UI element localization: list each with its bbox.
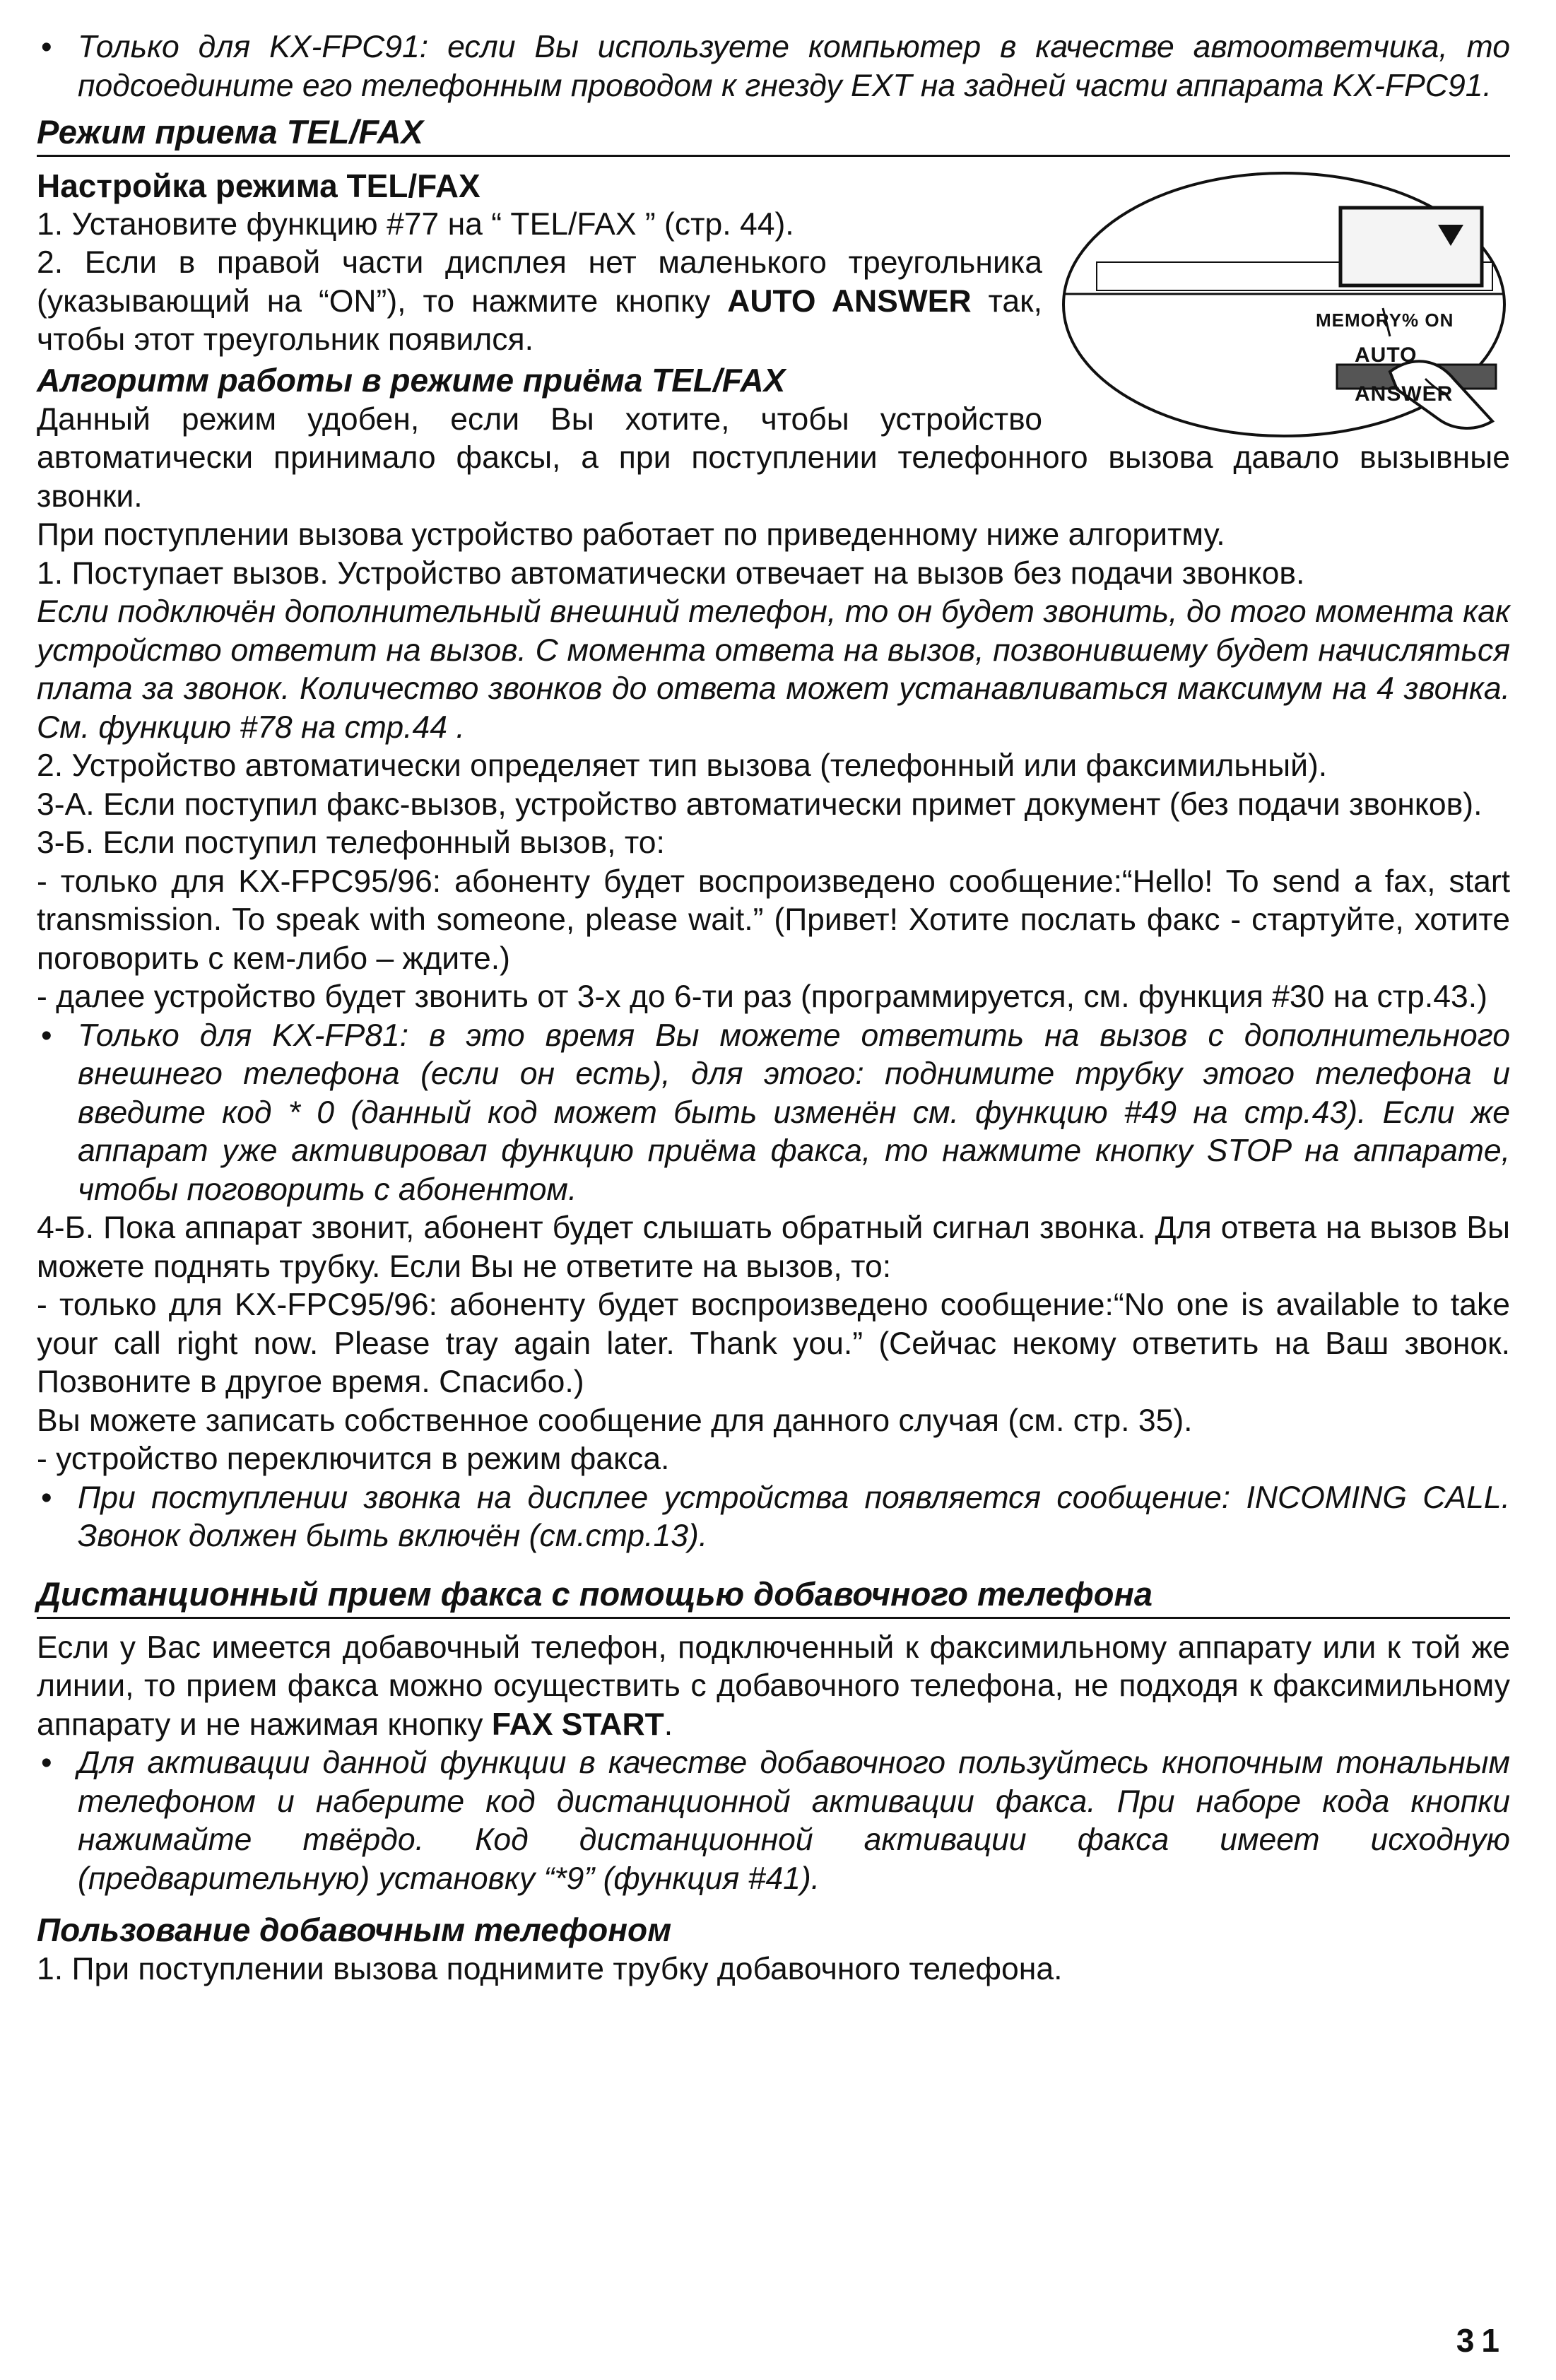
algorithm-step-4b: 4-Б. Пока аппарат звонит, абонент будет слышать обратный сигнал звонка. Для ответа на вызов Вы можете поднять трубку. Если Вы не ответите на вызов, то:	[37, 1210, 1510, 1284]
manual-page	[37, 28, 1510, 1989]
algorithm-bullet-incoming: • При поступлении звонка на дисплее устройства появляется сообщение: INCOMING CALL. Звонок должен быть включён (см.стр.13).	[37, 1479, 1510, 1556]
extension-phone-title: Пользование добавочным телефоном	[37, 1911, 672, 1948]
algorithm-bullet-fp81: • Только для KX-FP81: в это время Вы можете ответить на вызов с дополнительного внешнего телефона (если он есть), для этого: поднимите трубку этого телефона и введите код * 0 (данный код может быть изменён см. функцию #49 на стр.43). Если же аппарат уже активировал функцию приёма факса, то нажмите кнопку STOP на аппарате, чтобы поговорить с абонентом.	[37, 1017, 1510, 1210]
remote-fax-bullet: • Для активации данной функции в качестве добавочного пользуйтесь кнопочным тональным телефоном и наберите код дистанционной активации факса. При наборе кода кнопки нажимайте твёрдо. Код дистанционной активации факса имеет исходную (предварительную) установку “*9” (функция #41).	[37, 1744, 1510, 1898]
setup-title: Настройка режима TEL/FAX	[37, 167, 481, 204]
auto-answer-button-label: AUTO ANSWER	[727, 283, 972, 319]
algorithm-step-3a: 3-А. Если поступил факс-вызов, устройство автоматически примет документ (без подачи звонков).	[37, 787, 1483, 822]
setup-step-2-text: 2. Если в правой части дисплея нет маленького треугольника (указывающий на “ON”), то нажмите кнопку	[37, 245, 1042, 319]
page-number: 31	[1456, 2322, 1507, 2359]
setup-step-1: 1. Установите функцию #77 на “ TEL/FAX ” (стр. 44).	[37, 206, 794, 242]
fax-start-button-label: FAX START	[491, 1707, 664, 1742]
algorithm-step-3b: 3-Б. Если поступил телефонный вызов, то:	[37, 825, 665, 860]
remote-fax-text: Если у Вас имеется добавочный телефон, подключенный к факсимильному аппарату или к той же линии, то прием факса можно осуществить с добавочного телефона, не подходя к факсимильному аппарату и не нажимая кнопку	[37, 1630, 1510, 1742]
auto-answer-illustration	[1058, 167, 1510, 439]
algorithm-step-3b-ring: - далее устройство будет звонить от 3-х до 6-ти раз (программируется, см. функция #30 на стр.43.)	[37, 979, 1487, 1014]
extension-phone-step-1: 1. При поступлении вызова поднимите трубку добавочного телефона.	[37, 1952, 1063, 1986]
auto-answer-label: AUTO ANSWER	[1355, 343, 1454, 406]
setup-step-2-tail: так, чтобы этот треугольник появился.	[37, 283, 1043, 357]
section-title-telfax: Режим приема TEL/FAX	[37, 111, 1510, 157]
algorithm-step-4b-record: Вы можете записать собственное сообщение для данного случая (см. стр. 35).	[37, 1403, 1193, 1438]
algorithm-title: Алгоритм работы в режиме приёма TEL/FAX	[37, 361, 786, 399]
algorithm-step-3b-message: - только для KX-FPC95/96: абоненту будет воспроизведено сообщение:“Hello! To send a fax, start transmission. To speak with someone, please wait.” (Привет! Хотите послать факс - стартуйте, хотите поговорить с кем-либо – ждите.)	[37, 864, 1510, 976]
remote-fax-paragraph	[37, 1629, 1510, 1745]
algorithm-step-2: 2. Устройство автоматически определяет тип вызова (телефонный или факсимильный).	[37, 748, 1328, 783]
algorithm-intro: Данный режим удобен, если Вы хотите, чтобы устройство автоматически принимало факсы, а при поступлении телефонного вызова давало вызывные звонки.	[37, 401, 1510, 514]
section-title-remote-fax: Дистанционный прием факса с помощью добавочного телефона	[37, 1573, 1510, 1619]
algorithm-step-4b-switch: - устройство переключится в режим факса.	[37, 1442, 670, 1476]
algorithm-step-1: 1. Поступает вызов. Устройство автоматически отвечает на вызов без подачи звонков.	[37, 555, 1305, 591]
memory-on-label: MEMORY% ON	[1316, 310, 1454, 331]
intro-bullet: • Только для KX-FPC91: если Вы используете компьютер в качестве автоответчика, то подсоедините его телефонным проводом к гнезду EXT на задней части аппарата KX-FPC91.	[37, 28, 1510, 105]
algorithm-step-4b-message: - только для KX-FPC95/96: абоненту будет воспроизведено сообщение:“No one is available to take your call right now. Please tray again later. Thank you.” (Сейчас некому ответить на Ваш звонок. Позвоните в другое время. Спасибо.)	[37, 1288, 1510, 1399]
algorithm-note-1: Если подключён дополнительный внешний телефон, то он будет звонить, до того момента как устройство ответит на вызов. С момента ответа на вызов, позвонившему будет начисляться плата за звонок. Количество звонков до ответа может устанавливаться максимум на 4 звонка. См. функцию #78 на стр.44 .	[37, 594, 1510, 745]
algorithm-lead: При поступлении вызова устройство работает по приведенному ниже алгоритму.	[37, 517, 1225, 552]
remote-fax-tail: .	[664, 1707, 673, 1742]
